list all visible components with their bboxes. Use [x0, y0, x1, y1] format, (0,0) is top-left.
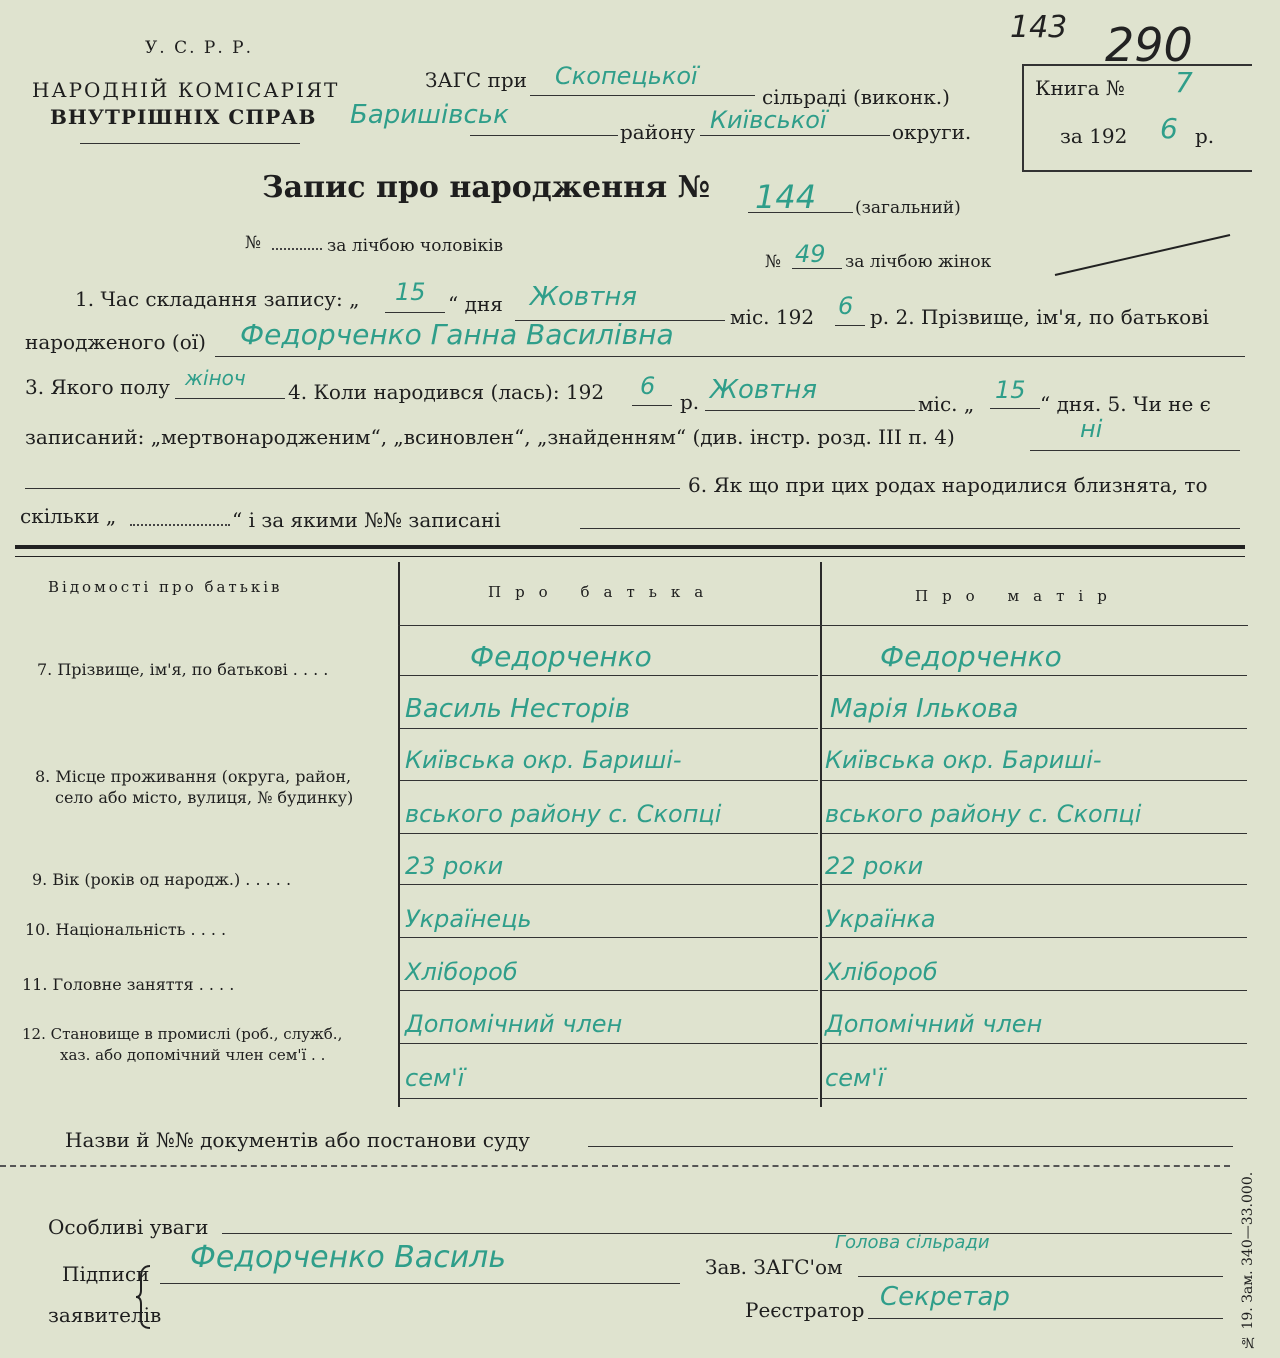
- mother-status-2: сем'ї: [825, 1064, 885, 1092]
- title-general: (загальний): [855, 198, 961, 218]
- q5-value: ні: [1080, 415, 1103, 443]
- q1-month: Жовтня: [530, 282, 638, 312]
- f-line-8: [400, 1043, 818, 1044]
- q2-label: р. 2. Прізвище, ім'я, по батькові: [870, 305, 1209, 329]
- q5-line: [1030, 450, 1240, 451]
- pencil-number: 143: [1010, 10, 1068, 45]
- mother-nationality: Українка: [825, 905, 936, 933]
- header-divider: [80, 143, 300, 144]
- okruha-value: Київської: [710, 106, 827, 134]
- q1-year: 6: [838, 292, 854, 320]
- head-zags-label: Зав. ЗАГС'ом: [705, 1255, 843, 1279]
- q1-day-suffix: “ дня: [448, 292, 503, 316]
- head-zags-line: [858, 1276, 1223, 1277]
- rayon-line: [470, 135, 618, 136]
- q3-label: 3. Якого полу: [25, 375, 170, 399]
- m-line-1: [822, 675, 1247, 676]
- book-year-label: за 192: [1060, 124, 1128, 148]
- mother-name-1: Федорченко: [880, 640, 1062, 673]
- q6-how-many-line: [130, 524, 230, 526]
- book-value: 7: [1175, 66, 1193, 99]
- q2-name-label: народженого (ої): [25, 330, 206, 354]
- q1-day: 15: [395, 278, 426, 306]
- book-year-suffix: р.: [1195, 124, 1215, 148]
- row-label-age: 9. Вік (років од народж.) . . . . .: [32, 870, 292, 889]
- registrar-line: [868, 1318, 1223, 1319]
- commissariat-title-1: НАРОДНІЙ КОМІСАРІЯТ: [32, 78, 340, 102]
- father-occupation: Хлібороб: [405, 958, 518, 986]
- applicant-signature-line: [160, 1283, 680, 1284]
- zags-label: ЗАГС при: [425, 68, 527, 92]
- zags-value: Скопецької: [555, 62, 698, 90]
- birth-day: 15: [995, 376, 1026, 404]
- birth-month: Жовтня: [710, 375, 818, 405]
- rayon-label: району: [620, 120, 696, 144]
- book-year-value: 6: [1160, 112, 1178, 145]
- footer-divider: [0, 1165, 1230, 1167]
- mother-status-1: Допомічний член: [825, 1010, 1043, 1038]
- row-label-residence-1: 8. Місце проживання (округа, район,: [35, 767, 352, 786]
- q6-label: 6. Як що при цих родах народилися близнята, то: [688, 473, 1208, 497]
- mother-name-2: Марія Ількова: [830, 694, 1019, 724]
- q5-text: записаний: „мертвонародженим“, „всиновлен“, „знайденням“ (див. інстр. розд. III п. 4): [25, 425, 955, 449]
- ussr-label: У. С. Р. Р.: [145, 38, 253, 58]
- father-nationality: Українець: [405, 905, 532, 933]
- mother-age: 22 роки: [825, 852, 924, 880]
- docs-line: [588, 1146, 1233, 1147]
- f-line-7: [400, 990, 818, 991]
- page-title: Запис про народження №: [262, 170, 711, 205]
- record-number: 144: [755, 178, 817, 216]
- men-no-label: №: [245, 233, 262, 253]
- row-label-name: 7. Прізвище, ім'я, по батькові . . . .: [37, 660, 329, 679]
- q3-sex-line: [175, 398, 285, 399]
- q5-continuation-line: [25, 488, 680, 489]
- father-age: 23 роки: [405, 852, 504, 880]
- mother-place-2: вського району с. Скопці: [825, 800, 1142, 828]
- men-count-label: за лічбою чоловіків: [327, 236, 504, 256]
- birth-year: 6: [640, 372, 656, 400]
- q1-year-label: міс. 192: [730, 305, 815, 329]
- notes-line: [222, 1233, 1232, 1234]
- col-header-info: Відомості про батьків: [48, 578, 283, 596]
- father-status-2: сем'ї: [405, 1064, 465, 1092]
- signatures-label-2: заявителів: [48, 1303, 162, 1327]
- applicant-signature: Федорченко Василь: [190, 1240, 507, 1275]
- row-label-residence-2: село або місто, вулиця, № будинку): [55, 788, 354, 807]
- table-header-line: [398, 625, 1248, 626]
- m-line-5: [822, 884, 1247, 885]
- table-top-thick: [15, 545, 1245, 549]
- q6-numbers-line: [580, 528, 1240, 529]
- m-line-6: [822, 937, 1247, 938]
- child-name: Федорченко Ганна Василівна: [240, 318, 674, 351]
- q4-label: 4. Коли народився (лась): 192: [288, 380, 605, 404]
- f-line-5: [400, 884, 818, 885]
- q1-year-line: [835, 325, 865, 326]
- row-label-position-2: хаз. або допомічний член сем'ї . .: [60, 1046, 326, 1064]
- table-top-thin: [15, 556, 1245, 557]
- signature-brace: [135, 1262, 155, 1332]
- docs-label: Назви й №№ документів або постанови суду: [65, 1128, 530, 1152]
- silradi-label: сільраді (виконк.): [762, 85, 950, 109]
- women-count-label: за лічбою жінок: [845, 252, 992, 272]
- q4-month-line: [705, 410, 915, 411]
- ink-number: 290: [1105, 18, 1193, 72]
- row-label-position-1: 12. Становище в промислі (роб., служб.,: [22, 1025, 343, 1043]
- f-line-3: [400, 780, 818, 781]
- q1-label: 1. Час складання запису: „: [75, 287, 360, 311]
- women-count-value: 49: [795, 240, 826, 268]
- f-line-6: [400, 937, 818, 938]
- commissariat-title-2: ВНУТРІШНІХ СПРАВ: [50, 105, 317, 129]
- father-place-1: Київська окр. Бариші-: [405, 746, 682, 774]
- zags-line: [530, 95, 755, 96]
- col-header-father: Про батька: [488, 583, 718, 601]
- women-no-label: №: [765, 252, 782, 272]
- q4-day-line: [990, 408, 1040, 409]
- m-line-2: [822, 728, 1247, 729]
- table-col-divider-1: [398, 562, 400, 1107]
- women-no-line: [792, 268, 842, 269]
- registrar-label: Реєстратор: [745, 1298, 865, 1322]
- registrar-signature: Секретар: [880, 1282, 1010, 1312]
- col-header-mother: Про матір: [915, 587, 1121, 605]
- men-no-line: [272, 248, 322, 250]
- q2-name-line: [215, 356, 1245, 357]
- q4-year-suffix: р.: [680, 390, 700, 414]
- child-sex: жіноч: [185, 366, 246, 390]
- row-label-nationality: 10. Національність . . . .: [25, 920, 227, 939]
- mother-place-1: Київська окр. Бариші-: [825, 746, 1102, 774]
- q6-how-many-label: скільки „: [20, 504, 117, 528]
- m-line-8: [822, 1043, 1247, 1044]
- father-name-2: Василь Несторів: [405, 694, 631, 724]
- f-line-1: [400, 675, 818, 676]
- m-line-4: [822, 833, 1247, 834]
- okruha-line: [700, 135, 890, 136]
- table-col-divider-2: [820, 562, 822, 1107]
- q5-label: “ дня. 5. Чи не є: [1040, 392, 1211, 416]
- f-line-9: [400, 1098, 818, 1099]
- f-line-4: [400, 833, 818, 834]
- row-label-occupation: 11. Головне заняття . . . .: [22, 975, 235, 994]
- father-place-2: вського району с. Скопці: [405, 800, 722, 828]
- okruha-label: округи.: [892, 120, 972, 144]
- rayon-hw-prefix: Баришівськ: [350, 100, 509, 130]
- m-line-9: [822, 1098, 1247, 1099]
- q1-day-line: [385, 312, 445, 313]
- book-label: Книга №: [1035, 76, 1125, 100]
- notes-label: Особливі уваги: [48, 1215, 209, 1239]
- signatures-label-1: Підписи: [62, 1262, 150, 1286]
- father-status-1: Допомічний член: [405, 1010, 623, 1038]
- print-order-number: № 19. Зам. 340—33.000.: [1240, 1171, 1256, 1350]
- f-line-2: [400, 728, 818, 729]
- father-name-1: Федорченко: [470, 640, 652, 673]
- q4-year-line: [632, 405, 672, 406]
- q6-numbers-label: “ і за якими №№ записані: [232, 508, 501, 532]
- m-line-3: [822, 780, 1247, 781]
- m-line-7: [822, 990, 1247, 991]
- mother-occupation: Хлібороб: [825, 958, 938, 986]
- q4-day-label: міс. „: [918, 392, 975, 416]
- cross-out-stroke: [1050, 230, 1235, 280]
- head-zags-title: Голова сільради: [835, 1232, 990, 1253]
